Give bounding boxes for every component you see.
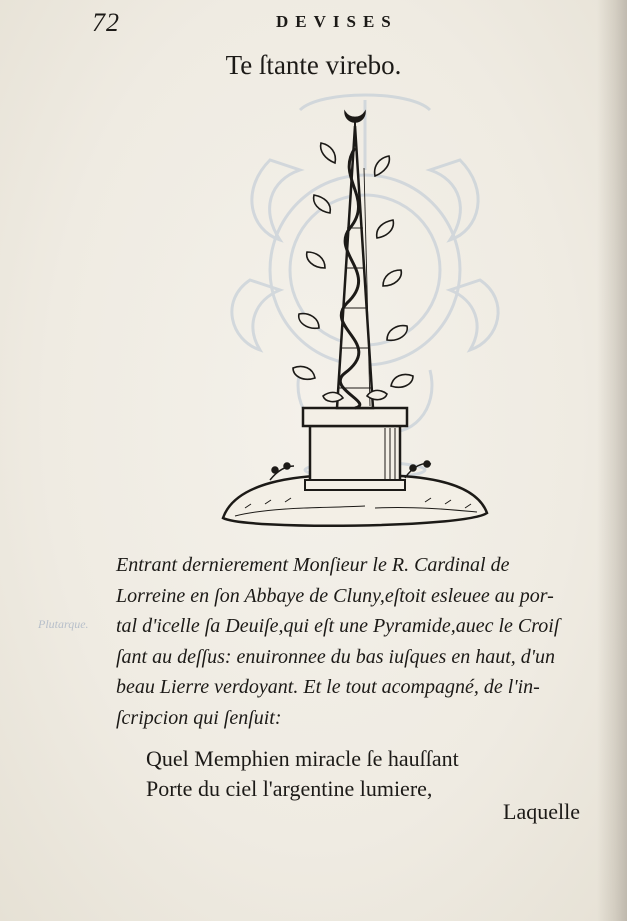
obelisk-woodcut-illustration [215, 108, 495, 538]
page-gutter-shadow [597, 0, 627, 921]
prose-line: ſant au deſſus: enuironnee du bas iuſques en haut, d'un [116, 645, 556, 668]
prose-paragraph [116, 550, 606, 733]
prose-line: tal d'icelle ſa Deuiſe,qui eſt une Pyramide,auec le Croiſ [116, 615, 560, 637]
woodcut-pedestal [310, 426, 400, 486]
margin-show-through [38, 617, 89, 632]
margin-show-through-text: Plutarque. [38, 617, 89, 631]
page-number: 72 [92, 8, 120, 37]
prose-line: ſcripcion qui ſenſuit: [116, 706, 282, 729]
motto-title: Te ſtante virebo. [225, 50, 402, 80]
verse-line: Porte du ciel l'argentine lumiere, [146, 776, 433, 801]
verse-block [146, 744, 459, 804]
prose-line: Lorreine en ſon Abbaye de Cluny,eſtoit esleuee au por- [116, 584, 554, 607]
running-head: DEVISES [276, 12, 398, 31]
prose-line: Entrant dernierement Monſieur le R. Cardinal de [116, 554, 510, 576]
prose-line: beau Lierre verdoyant. Et le tout acompagné, de l'in- [116, 676, 540, 698]
verse-line: Quel Memphien miracle ſe hauſſant [146, 746, 459, 771]
catchword: Laquelle [503, 799, 580, 824]
